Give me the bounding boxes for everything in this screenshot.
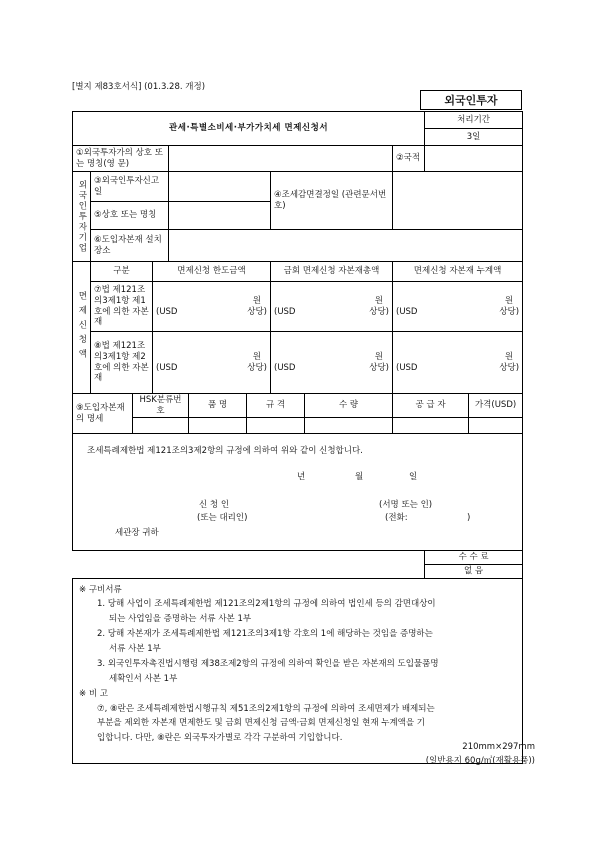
- doc-3: 3. 외국인투자촉진법시행령 제38조제2항의 규정에 의하여 확인을 받은 자본재의 도입물품명: [97, 658, 439, 669]
- won-unit: 원: [504, 351, 514, 362]
- usd-label: (USD: [274, 306, 296, 317]
- processing-period-label: 처리기간: [425, 112, 523, 129]
- col-qty: 수 량: [305, 394, 393, 418]
- equiv-label: 상당): [247, 306, 267, 317]
- addressee: 세관장 귀하: [115, 528, 159, 539]
- form-title: 관세·특별소비세·부가가치세 면제신청서: [73, 112, 425, 146]
- usd-label: (USD: [396, 306, 418, 317]
- company-name-label: ⑤상호 또는 명칭: [91, 202, 169, 230]
- date-year: 년: [297, 472, 306, 483]
- col-item: 품 명: [189, 394, 247, 418]
- fee-label: 수 수 료: [425, 551, 523, 565]
- fee-value: 없 음: [425, 564, 523, 578]
- row8-label: ⑧법 제121조의3제1항 제2호에 의한 자본재: [91, 332, 153, 394]
- col-hsk: HSK분류번호: [133, 394, 189, 418]
- won-unit: 원: [504, 295, 514, 306]
- date-month: 월: [355, 472, 364, 483]
- qty-field[interactable]: [305, 418, 393, 434]
- price-field[interactable]: [469, 418, 523, 434]
- won-unit: 원: [252, 351, 261, 362]
- supplier-field[interactable]: [393, 418, 469, 434]
- paper-size: 210mm×297mm: [462, 742, 535, 752]
- capital-goods-label: ⑨도입자본재의 명세: [73, 394, 133, 434]
- col-price: 가격(USD): [469, 394, 523, 418]
- phone-close: ): [467, 513, 471, 524]
- applicant-label: 신 청 인: [199, 500, 230, 511]
- fee-spacer: [73, 551, 425, 565]
- nationality-label: ②국적: [393, 146, 425, 172]
- processing-period-value: 3일: [425, 129, 523, 146]
- usd-label: (USD: [274, 362, 296, 373]
- doc-1b: 되는 사업임을 증명하는 서류 사본 1부: [109, 614, 252, 625]
- nationality-field[interactable]: [425, 146, 523, 172]
- row8-current[interactable]: [271, 332, 393, 394]
- col-spec: 규 격: [247, 394, 305, 418]
- row7-cumulative[interactable]: [393, 282, 523, 332]
- row8-limit[interactable]: [153, 332, 271, 394]
- notes-section: [73, 578, 523, 763]
- col-cumulative: 면제신청 자본재 누계액: [393, 262, 523, 282]
- remark-2: 부분을 제외한 자본재 면제한도 및 금회 면제신청 금액·금회 면제신청일 현재 누계액을 기: [97, 718, 426, 729]
- form-number: [별지 제83호서식] (01.3.28. 개정): [72, 82, 206, 92]
- foreign-investment-badge: 외국인투자: [420, 90, 522, 110]
- remark-title: ※ 비 고: [79, 688, 108, 699]
- row8-cumulative[interactable]: [393, 332, 523, 394]
- exemption-side-label: 면제신청액: [73, 262, 91, 394]
- remark-1: ⑦, ⑧란은 조세특례제한법시행규칙 제51조의2제1항의 규정에 의하여 조세면제가 배제되는: [97, 703, 435, 714]
- install-location-field[interactable]: [169, 230, 523, 262]
- signature-label: (서명 또는 인): [379, 500, 433, 511]
- fee-spacer-2: [73, 564, 425, 578]
- equiv-label: 상당): [499, 306, 520, 317]
- col-category: 구분: [91, 262, 153, 282]
- tax-decision-field[interactable]: [393, 172, 523, 230]
- equiv-label: 상당): [369, 362, 389, 373]
- col-supplier: 공 급 자: [393, 394, 469, 418]
- equiv-label: 상당): [247, 362, 267, 373]
- phone-label: (전화:: [385, 513, 408, 524]
- investor-name-label: ①외국투자가의 상호 또는 명칭(영 문): [73, 146, 169, 172]
- won-unit: 원: [252, 295, 261, 306]
- equiv-label: 상당): [499, 362, 520, 373]
- declaration-section: [73, 434, 523, 551]
- spec-field[interactable]: [247, 418, 305, 434]
- tax-decision-label: ④조세감면결정일 (관련문서번호): [271, 172, 393, 230]
- remark-3: 입합니다. 다만, ⑧란은 외국투자가별로 각각 구분하여 기입합니다.: [97, 733, 343, 744]
- investor-name-field[interactable]: [169, 146, 393, 172]
- row7-current[interactable]: [271, 282, 393, 332]
- usd-label: (USD: [156, 306, 178, 317]
- docs-title: ※ 구비서류: [79, 584, 122, 595]
- item-field[interactable]: [189, 418, 247, 434]
- won-unit: 원: [374, 295, 383, 306]
- company-name-field[interactable]: [169, 202, 271, 230]
- report-date-label: ③외국인투자신고일: [91, 172, 169, 202]
- install-location-label: ⑥도입자본재 설치장소: [91, 230, 169, 262]
- declaration-statement: 조세특례제한법 제121조의3제2항의 규정에 의하여 위와 같이 신청합니다.: [87, 446, 363, 457]
- company-side-label: 외국인투자기업: [73, 172, 91, 262]
- report-date-field[interactable]: [169, 172, 271, 202]
- row7-limit[interactable]: [153, 282, 271, 332]
- usd-label: (USD: [156, 362, 178, 373]
- application-form: [72, 111, 523, 764]
- doc-2b: 서류 사본 1부: [109, 644, 161, 654]
- doc-2: 2. 당해 자본재가 조세특례제한법 제121조의3제1항 각호의 1에 해당하는 것임을 증명하는: [97, 629, 433, 640]
- date-day: 일: [409, 472, 418, 483]
- won-unit: 원: [374, 351, 383, 362]
- doc-3b: 세확인서 사본 1부: [109, 673, 178, 684]
- usd-label: (USD: [396, 362, 418, 373]
- paper-type: (일반용지 60g/㎡(재활용품)): [425, 756, 535, 766]
- hsk-field[interactable]: [133, 418, 189, 434]
- col-limit: 면제신청 한도금액: [153, 262, 271, 282]
- equiv-label: 상당): [369, 306, 389, 317]
- agent-label: (또는 대리인): [197, 513, 248, 524]
- row7-label: ⑦법 제121조의3제1항 제1호에 의한 자본재: [91, 282, 153, 332]
- col-current: 금회 면제신청 자본재총액: [271, 262, 393, 282]
- doc-1: 1. 당해 사업이 조세특례제한법 제121조의2제1항의 규정에 의하여 법인세 등의 감면대상이: [97, 599, 436, 610]
